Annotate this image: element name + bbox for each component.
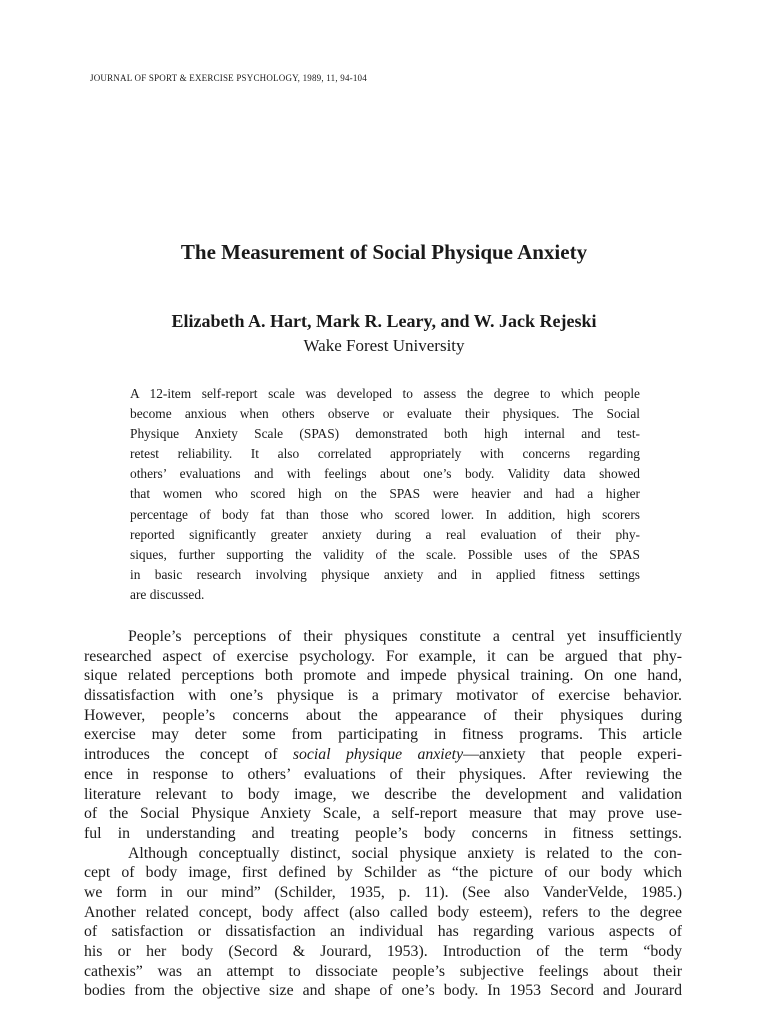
body-line: of satisfaction or dissatisfaction an individual has regarding various aspects of (84, 923, 682, 941)
body-line-segment: —anxiety that people experi- (463, 746, 682, 764)
body-line: researched aspect of exercise psychology. For example, it can be argued that phy- (84, 647, 682, 665)
body-line: literature relevant to body image, we describe the development and validation (84, 785, 682, 803)
article-title: The Measurement of Social Physique Anxiety (180, 240, 588, 264)
body-line: bodies from the objective size and shape of one’s body. In 1953 Secord and Jourard (84, 982, 682, 1000)
abstract (130, 384, 640, 605)
body-line: Another related concept, body affect (also called body esteem), refers to the degree (84, 903, 682, 921)
abstract-line: are discussed. (130, 586, 205, 602)
abstract-line: Physique Anxiety Scale (SPAS) demonstrated both high internal and test- (130, 426, 640, 442)
body-line: Although conceptually distinct, social physique anxiety is related to the con- (128, 844, 682, 862)
body-line: ence in response to others’ evaluations of their physiques. After reviewing the (84, 765, 682, 783)
emphasized-term: social physique anxiety (292, 746, 464, 764)
body-line: However, people’s concerns about the appearance of their physiques during (84, 706, 682, 724)
body-text (84, 627, 682, 1001)
abstract-line: in basic research involving physique anxiety and in applied fitness settings (130, 566, 640, 582)
body-line: ful in understanding and treating people’s body concerns in fitness settings. (84, 824, 682, 842)
body-line: exercise may deter some from participating in fitness programs. This article (84, 726, 682, 744)
running-head: JOURNAL OF SPORT & EXERCISE PSYCHOLOGY, 1989, 11, 94-104 (90, 73, 367, 83)
body-line: People’s perceptions of their physiques constitute a central yet insufficiently (128, 628, 682, 645)
abstract-line: others’ evaluations and with feelings about one’s body. Validity data showed (130, 466, 640, 482)
author-list: Elizabeth A. Hart, Mark R. Leary, and W. Jack Rejeski (171, 311, 597, 331)
abstract-line: siques, further supporting the validity of the scale. Possible uses of the SPAS (130, 546, 640, 562)
body-line: his or her body (Secord & Jourard, 1953). Introduction of the term “body (84, 943, 682, 960)
body-line: sique related perceptions both promote and impede physical training. On one hand, (84, 667, 682, 685)
abstract-line: percentage of body fat than those who scored lower. In addition, high scorers (130, 506, 640, 522)
author-affiliation: Wake Forest University (303, 336, 465, 355)
body-line: we form in our mind” (Schilder, 1935, p. 11). (See also VanderVelde, 1985.) (84, 883, 682, 901)
abstract-line: A 12-item self-report scale was developed to assess the degree to which people (130, 386, 640, 401)
body-line: cept of body image, first defined by Schilder as “the picture of our body which (84, 864, 682, 882)
abstract-line: retest reliability. It also correlated appropriately with concerns regarding (130, 446, 640, 462)
abstract-line: that women who scored high on the SPAS were heavier and had a higher (130, 486, 640, 502)
body-line: of the Social Physique Anxiety Scale, a self-report measure that may prove use- (84, 805, 682, 823)
abstract-line: become anxious when others observe or evaluate their physiques. The Social (130, 406, 640, 422)
body-line: cathexis” was an attempt to dissociate people’s subjective feelings about their (84, 962, 682, 980)
body-line-segment: introduces the concept of (84, 746, 278, 764)
abstract-line: reported significantly greater anxiety during a real evaluation of their phy- (130, 526, 640, 542)
body-line (84, 745, 682, 765)
body-line: dissatisfaction with one’s physique is a primary motivator of exercise behavior. (84, 687, 682, 705)
